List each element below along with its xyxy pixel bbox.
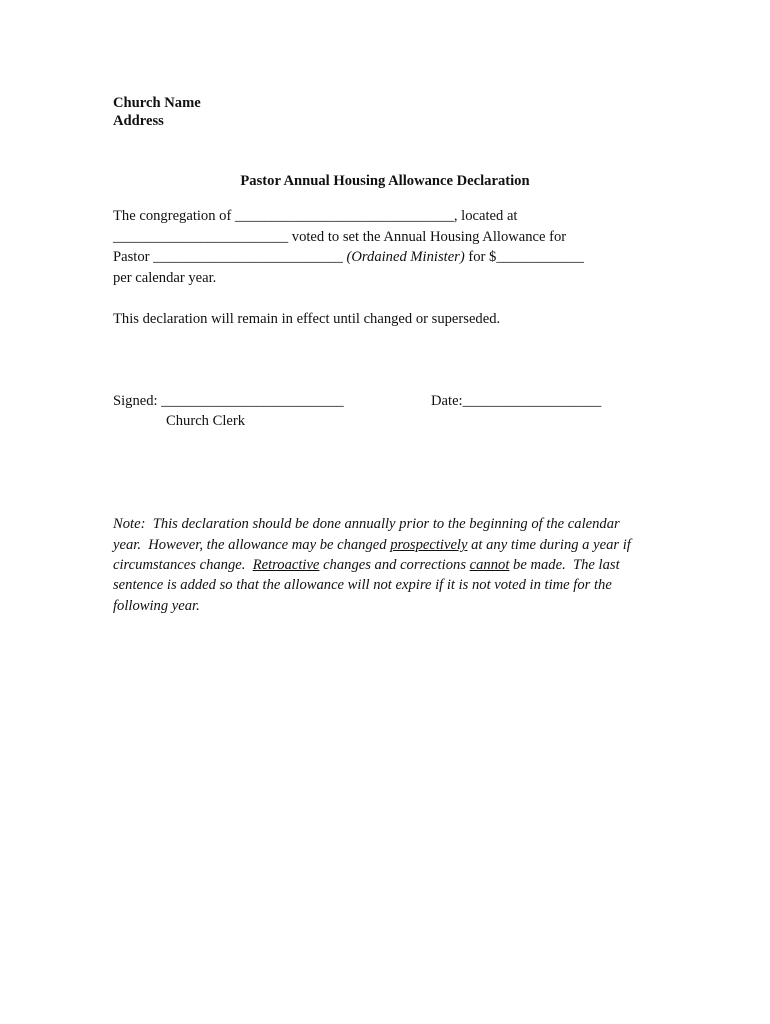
church-clerk-label: Church Clerk bbox=[166, 413, 246, 429]
ordained-minister-label: (Ordained Minister) bbox=[346, 249, 465, 265]
cannot-word: cannot bbox=[469, 557, 510, 573]
note-line-3 bbox=[113, 556, 620, 574]
note-line-4: sentence is added so that the allowance will not expire if it is not voted in time for the bbox=[113, 577, 612, 593]
church-name: Church Name bbox=[113, 95, 201, 111]
note-line-1: Note: This declaration should be done annually prior to the beginning of the calendar bbox=[113, 516, 620, 532]
pastor-line-start: Pastor __________________________ bbox=[113, 249, 347, 265]
document-title: Pastor Annual Housing Allowance Declaration bbox=[240, 173, 530, 189]
church-address: Address bbox=[113, 113, 164, 129]
signed-field: Signed: _________________________ bbox=[113, 393, 344, 409]
congregation-line: The congregation of ______________________________, located at bbox=[113, 208, 518, 224]
note-line-2-end: at any time during a year if bbox=[467, 537, 631, 553]
pastor-line-amount: for $____________ bbox=[464, 249, 584, 265]
prospectively-word: prospectively bbox=[390, 537, 468, 553]
per-year-line: per calendar year. bbox=[113, 270, 217, 286]
note-line-3-start: circumstances change. bbox=[113, 557, 253, 573]
note-line-3-end: be made. The last bbox=[509, 557, 620, 573]
note-line-5: following year. bbox=[113, 598, 200, 614]
note-line-3-mid: changes and corrections bbox=[319, 557, 470, 573]
note-line-2-start: year. However, the allowance may be changed bbox=[113, 537, 391, 553]
effect-statement: This declaration will remain in effect until changed or superseded. bbox=[113, 311, 501, 327]
date-field: Date:___________________ bbox=[431, 393, 602, 409]
vote-line: ________________________ voted to set the Annual Housing Allowance for bbox=[113, 229, 567, 245]
note-line-2 bbox=[113, 536, 631, 554]
retroactive-word: Retroactive bbox=[252, 557, 320, 573]
pastor-line bbox=[113, 248, 584, 266]
